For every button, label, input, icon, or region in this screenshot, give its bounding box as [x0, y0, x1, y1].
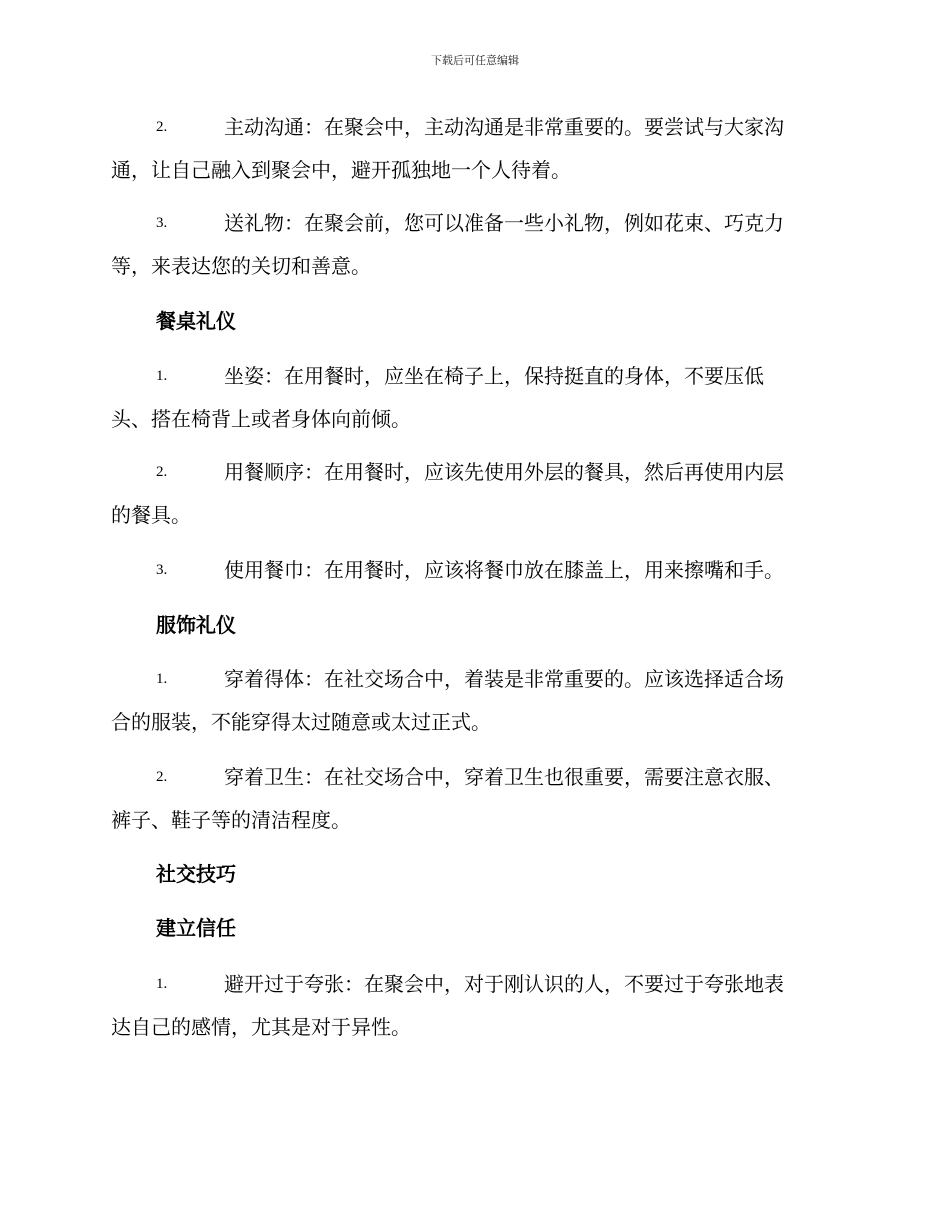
list-number: 3. [156, 215, 168, 231]
list-text-line2: 通，让自己融入到聚会中，避开孤独地一个人待着。 [111, 158, 571, 182]
list-text-line1: 用餐顺序：在用餐时，应该先使用外层的餐具，然后再使用内层 [224, 460, 784, 484]
list-text-line1: 送礼物：在聚会前，您可以准备一些小礼物，例如花束、巧克力 [224, 211, 784, 235]
list-text-line2: 等，来表达您的关切和善意。 [111, 254, 371, 278]
list-number: 1. [156, 671, 168, 687]
list-text-line1: 主动沟通：在聚会中，主动沟通是非常重要的。要尝试与大家沟 [224, 115, 784, 139]
list-number: 1. [156, 368, 168, 384]
list-text-line1: 穿着得体：在社交场合中，着装是非常重要的。应该选择适合场 [224, 667, 784, 691]
list-text-line1: 穿着卫生：在社交场合中，穿着卫生也很重要，需要注意衣服、 [224, 765, 784, 789]
list-text-line1: 使用餐巾：在用餐时，应该将餐巾放在膝盖上，用来擦嘴和手。 [224, 558, 784, 582]
list-text-line2: 达自己的感情，尤其是对于异性。 [111, 1015, 411, 1039]
list-number: 3. [156, 562, 168, 578]
list-number: 2. [156, 119, 168, 135]
list-text-line1: 避开过于夸张：在聚会中，对于刚认识的人，不要过于夸张地表 [224, 972, 784, 996]
list-text-line2: 头、搭在椅背上或者身体向前倾。 [111, 407, 411, 431]
heading-social-skills: 社交技巧 [156, 862, 236, 886]
list-number: 1. [156, 976, 168, 992]
list-text-line2: 裤子、鞋子等的清洁程度。 [111, 808, 351, 832]
heading-build-trust: 建立信任 [156, 916, 236, 940]
list-text-line2: 的餐具。 [111, 503, 191, 527]
list-text-line2: 合的服装，不能穿得太过随意或太过正式。 [111, 710, 491, 734]
page-header-note: 下载后可任意编辑 [431, 54, 519, 67]
heading-table-manners: 餐桌礼仪 [156, 309, 236, 333]
heading-dress-etiquette: 服饰礼仪 [156, 613, 236, 637]
list-number: 2. [156, 464, 168, 480]
list-number: 2. [156, 769, 168, 785]
list-text-line1: 坐姿：在用餐时，应坐在椅子上，保持挺直的身体，不要压低 [224, 364, 764, 388]
